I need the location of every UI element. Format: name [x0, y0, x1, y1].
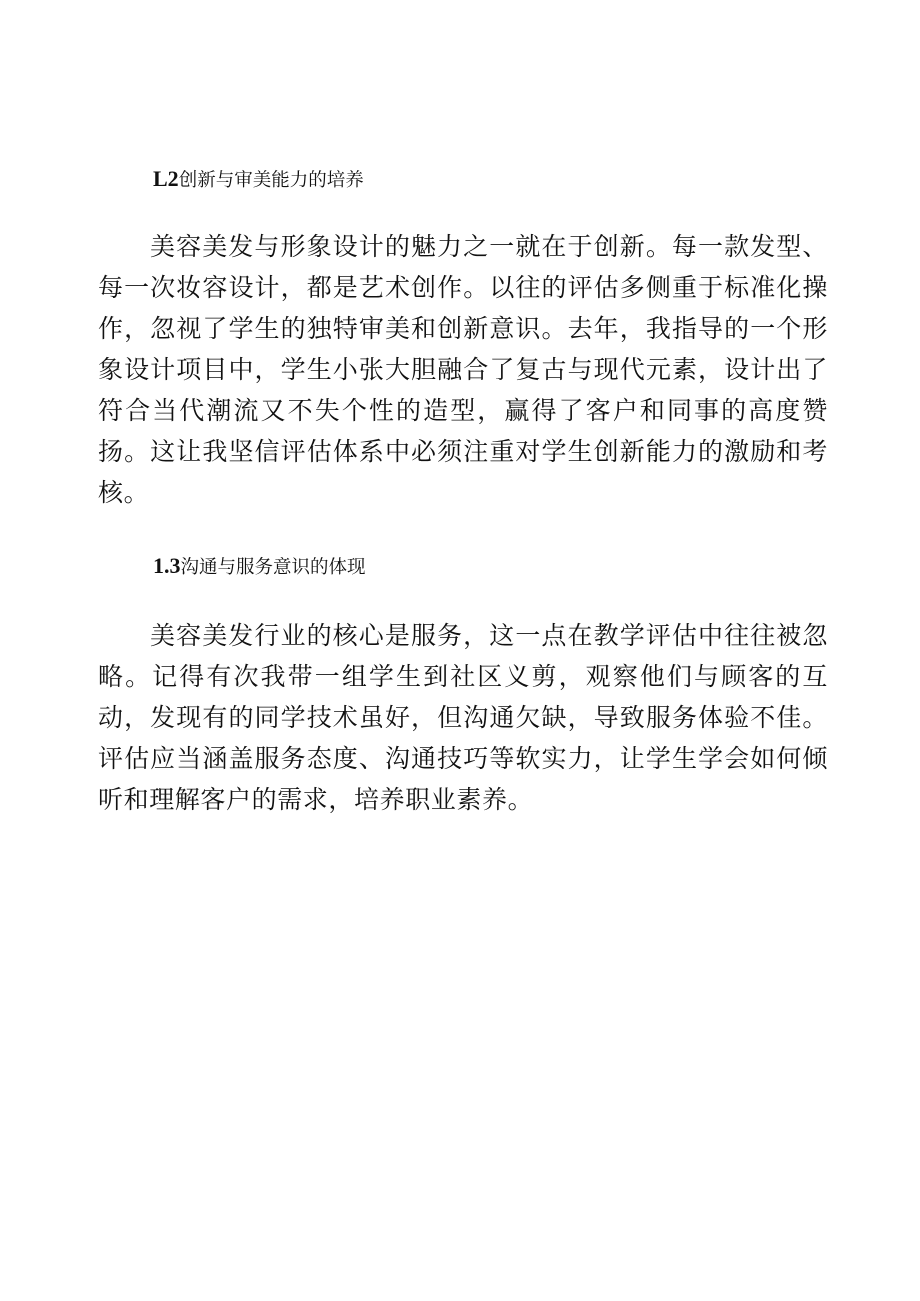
section-heading-1-2: [153, 166, 364, 192]
section-title: 创新与审美能力的培养: [178, 170, 364, 191]
section-number: L2: [153, 166, 179, 191]
section-number: 1.3: [153, 553, 181, 578]
section-heading-1-3: [153, 553, 366, 579]
section-title: 沟通与服务意识的体现: [180, 557, 366, 578]
section-paragraph-1-2: 美容美发与形象设计的魅力之一就在于创新。每一款发型、每一次妆容设计，都是艺术创作。以往的评估多侧重于标准化操作，忽视了学生的独特审美和创新意识。去年，我指导的一个形象设计项目中，学生小张大胆融合了复古与现代元素，设计出了符合当代潮流又不失个性的造型，赢得了客户和同事的高度赞扬。这让我坚信评估体系中必须注重对学生创新能力的激励和考核。: [98, 232, 828, 507]
section-paragraph-1-3: 美容美发行业的核心是服务，这一点在教学评估中往往被忽略。记得有次我带一组学生到社区义剪，观察他们与顾客的互动，发现有的同学技术虽好，但沟通欠缺，导致服务体验不佳。评估应当涵盖服务态度、沟通技巧等软实力，让学生学会如何倾听和理解客户的需求，培养职业素养。: [98, 621, 828, 814]
